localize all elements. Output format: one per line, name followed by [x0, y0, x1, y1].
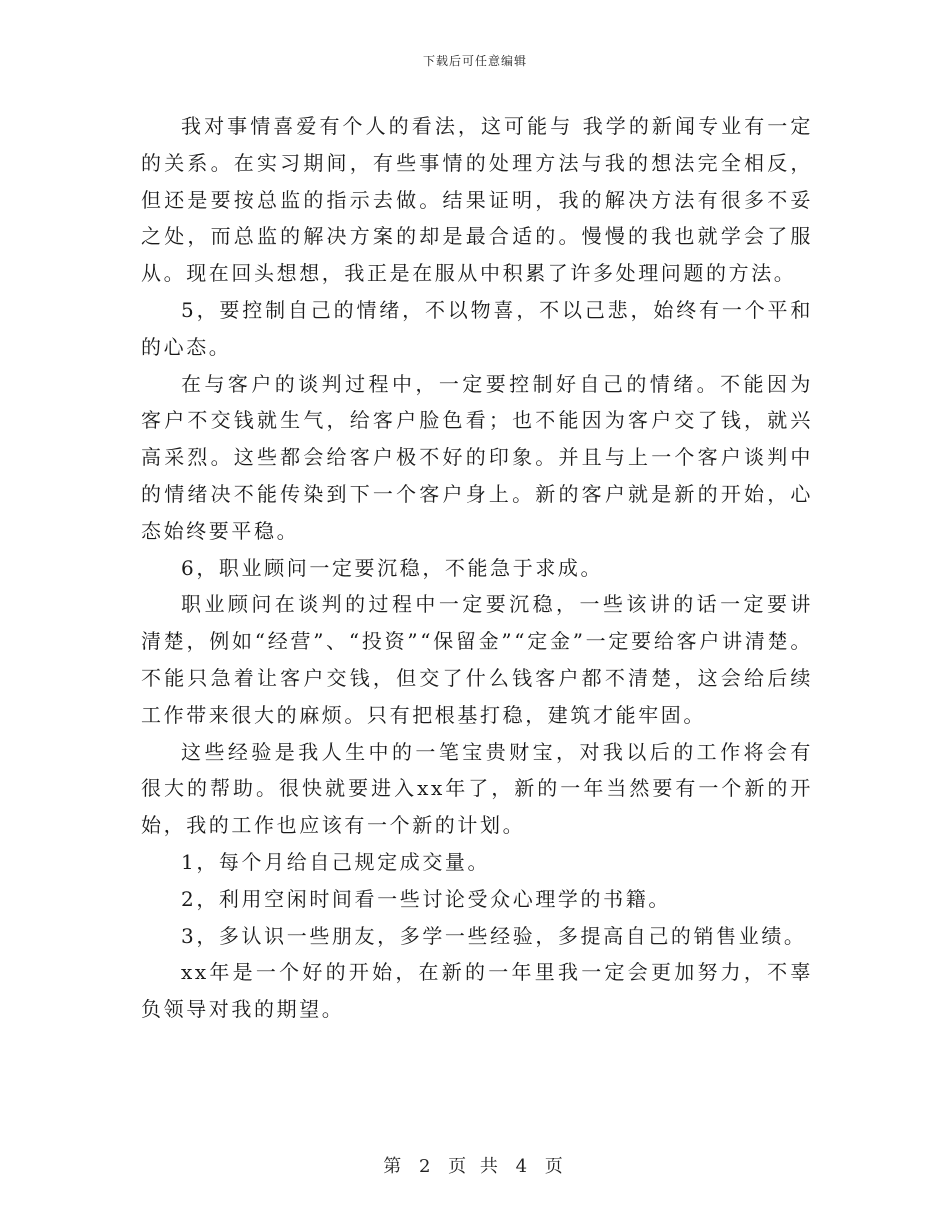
- plan-item-1: 1，每个月给自己规定成交量。: [181, 849, 491, 874]
- page-footer: [0, 1152, 950, 1178]
- paragraph-point-6-heading: 6，职业顾问一定要沉稳，不能急于求成。: [181, 555, 604, 580]
- paragraph-experience-summary: 这些经验是我人生中的一笔宝贵财宝，对我以后的工作将会有很大的帮助。很快就要进入xx年了，新的一年当然要有一个新的开始，我的工作也应该有一个新的计划。: [141, 739, 813, 838]
- footer-middle: 页 共: [448, 1156, 502, 1177]
- paragraph-steady-consultant: 职业顾问在谈判的过程中一定要沉稳，一些该讲的话一定要讲清楚，例如“经营”、“投资”“保留金”“定金”一定要给客户讲清楚。不能只急着让客户交钱，但交了什么钱客户都不清楚，这会给后续工作带来很大的麻烦。只有把根基打稳，建筑才能牢固。: [141, 592, 813, 727]
- plan-item-3: 3，多认识一些朋友，多学一些经验，多提高自己的销售业绩。: [181, 923, 807, 948]
- total-pages-number: 4: [515, 1156, 532, 1177]
- footer-prefix: 第: [383, 1156, 406, 1177]
- current-page-number: 2: [418, 1156, 435, 1177]
- paragraph-point-5-heading: 5，要控制自己的情绪，不以物喜，不以己悲，始终有一个平和的心态。: [141, 297, 813, 359]
- plan-item-2: 2，利用空闲时间看一些讨论受众心理学的书籍。: [181, 886, 671, 911]
- paragraph-emotion-control: 在与客户的谈判过程中，一定要控制好自己的情绪。不能因为客户不交钱就生气，给客户脸色看；也不能因为客户交了钱，就兴高采烈。这些都会给客户极不好的印象。并且与上一个客户谈判中的情绪决不能传染到下一个客户身上。新的客户就是新的开始，心态始终要平稳。: [141, 371, 813, 543]
- paragraph-obedience: 我对事情喜爱有个人的看法，这可能与 我学的新闻专业有一定的关系。在实习期间，有些事情的处理方法与我的想法完全相反，但还是要按总监的指示去做。结果证明，我的解决方法有很多不妥之处，而总监的解决方案的却是最合适的。慢慢的我也就学会了服从。现在回头想想，我正是在服从中积累了许多处理问题的方法。: [141, 114, 813, 286]
- footer-suffix: 页: [544, 1156, 567, 1177]
- paragraph-closing: xx年是一个好的开始，在新的一年里我一定会更加努力，不辜负领导对我的期望。: [141, 960, 813, 1022]
- page-header: 下载后可任意编辑: [422, 54, 527, 68]
- document-body: [141, 108, 813, 1028]
